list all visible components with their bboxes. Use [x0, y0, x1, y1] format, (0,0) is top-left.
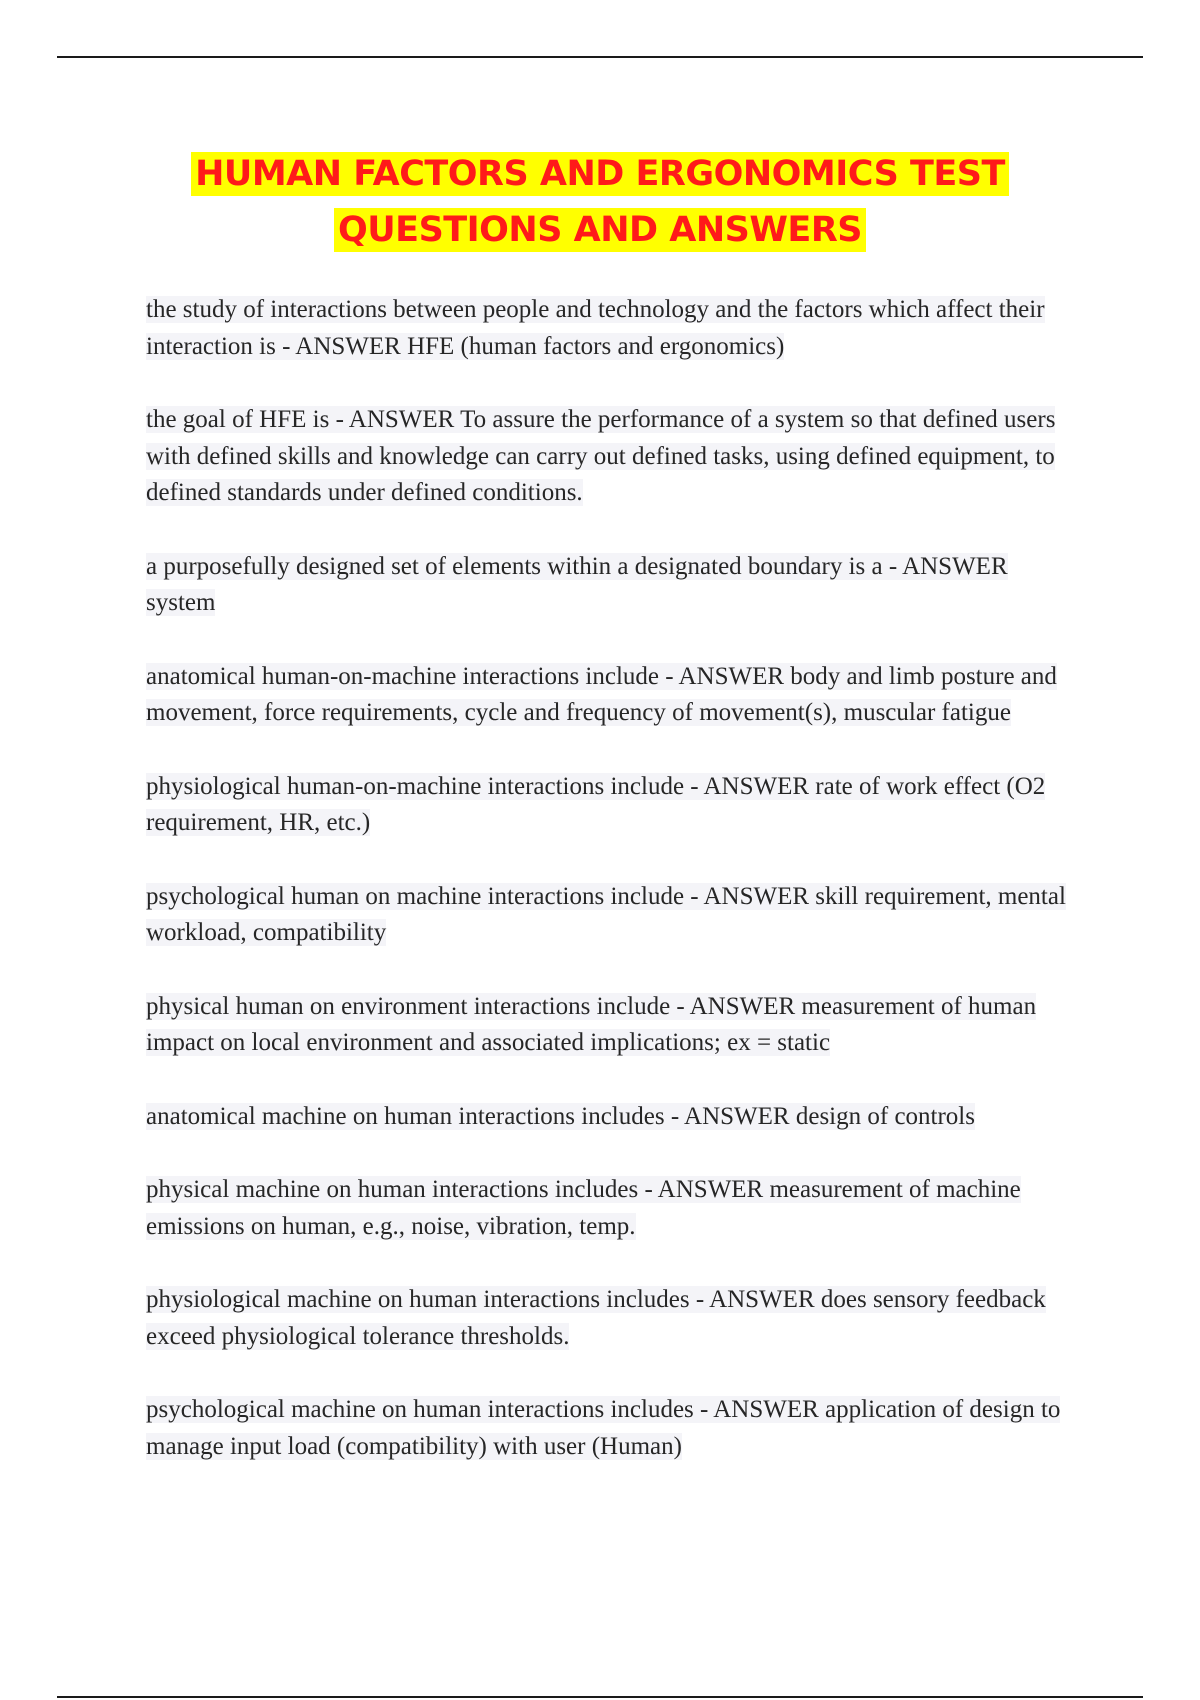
question-text: physiological machine on human interactions includes [146, 1286, 690, 1313]
qa-item [146, 1282, 1066, 1355]
qa-item [146, 1392, 1066, 1465]
answer-text: body and limb posture and movement, force requirements, cycle and frequency of movement(s), muscular fatigue [146, 662, 1057, 726]
answer-text: rate of work effect (O2 requirement, HR, etc.) [146, 772, 1046, 836]
qa-list [146, 292, 1066, 1502]
title-line-1: HUMAN FACTORS AND ERGONOMICS TEST [191, 152, 1009, 196]
answer-text: measurement of machine emissions on human, e.g., noise, vibration, temp. [146, 1176, 1021, 1240]
answer-separator: - ANSWER [689, 1286, 821, 1313]
question-text: anatomical human-on-machine interactions include [146, 662, 660, 690]
answer-separator: - ANSWER [659, 662, 791, 690]
qa-item [146, 879, 1066, 952]
top-rule [57, 56, 1143, 58]
question-text: physiological human-on-machine interactions include [146, 772, 685, 800]
answer-text: To assure the performance of a system so that defined users with defined skills and knowledge can carry out defined tasks, using defined equipment, to defined standards under defined conditions. [146, 406, 1056, 506]
answer-text: HFE (human factors and ergonomics) [407, 332, 785, 360]
answer-separator: - ANSWER [329, 406, 461, 433]
answer-text: does sensory feedback exceed physiological tolerance thresholds. [146, 1286, 1046, 1350]
question-text: physical human on environment interactions include [146, 992, 671, 1020]
answer-separator: - ANSWER [684, 882, 816, 910]
question-text: a purposefully designed set of elements within a designated boundary is a [146, 552, 883, 580]
answer-text: application of design to manage input load (compatibility) with user (Human) [146, 1396, 1061, 1460]
question-text: anatomical machine on human interactions includes [146, 1102, 665, 1130]
qa-item [146, 1172, 1066, 1245]
question-text: the goal of HFE is [146, 406, 330, 433]
answer-separator: - ANSWER [664, 1102, 796, 1130]
title-line-2: QUESTIONS AND ANSWERS [334, 208, 866, 252]
answer-separator: - ANSWER [882, 552, 1008, 580]
qa-item [146, 989, 1066, 1062]
answer-text: measurement of human impact on local environment and associated implications; ex = static [146, 992, 1037, 1056]
question-text: the study of interactions between people and technology and the factors which affect their interaction is [146, 296, 1045, 360]
question-text: physical machine on human interactions includes [146, 1176, 639, 1203]
answer-separator: - ANSWER [638, 1176, 770, 1203]
question-text: psychological human on machine interactions include [146, 882, 685, 910]
answer-separator: - ANSWER [693, 1396, 826, 1423]
question-text: psychological machine on human interactions includes [146, 1396, 694, 1423]
qa-item [146, 549, 1066, 622]
qa-item [146, 1099, 1066, 1136]
qa-item [146, 769, 1066, 842]
answer-separator: - ANSWER [670, 992, 802, 1020]
qa-item [146, 659, 1066, 732]
answer-text: skill requirement, mental workload, compatibility [146, 882, 1066, 946]
qa-item [146, 292, 1066, 365]
qa-item [146, 402, 1066, 512]
answer-separator: - ANSWER [275, 332, 408, 360]
answer-text: design of controls [795, 1102, 975, 1130]
page-title [0, 146, 1200, 258]
bottom-rule [57, 1696, 1143, 1698]
answer-text: system [146, 589, 216, 616]
answer-separator: - ANSWER [684, 772, 816, 800]
